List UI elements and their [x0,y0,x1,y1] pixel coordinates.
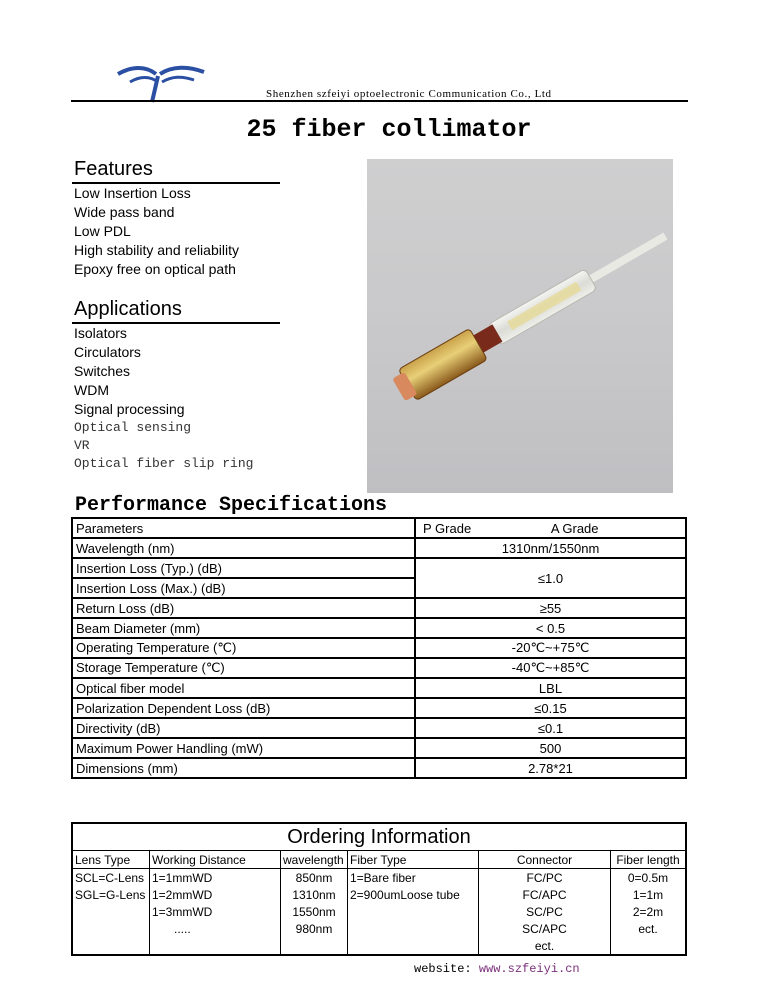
ordering-table [71,822,687,956]
table-cell [72,903,150,920]
performance-table [71,517,687,779]
table-cell [348,920,479,937]
table-cell: ≥55 [415,598,686,618]
applications-heading: Applications [74,298,182,320]
table-cell: ect. [479,937,611,955]
table-cell: Insertion Loss (Max.) (dB) [72,578,415,598]
table-row [72,937,686,955]
table-cell [281,937,348,955]
table-cell: Wavelength (nm) [72,538,415,558]
table-cell: Maximum Power Handling (mW) [72,738,415,758]
table-cell: 2.78*21 [415,758,686,778]
table-row [72,758,686,778]
table-header-cell: Fiber Type [348,851,479,869]
table-cell: 850nm [281,869,348,887]
table-cell: FC/PC [479,869,611,887]
list-item: Signal processing [74,401,185,417]
table-cell: 980nm [281,920,348,937]
table-cell: Directivity (dB) [72,718,415,738]
header-divider [71,100,688,102]
table-cell [72,920,150,937]
list-item: Isolators [74,325,127,341]
table-cell: SGL=G-Lens [75,887,146,902]
list-item: Low Insertion Loss [74,185,191,201]
table-header-cell: Working Distance [150,851,281,869]
list-item: High stability and reliability [74,242,239,258]
table-cell [348,937,479,955]
performance-heading: Performance Specifications [75,494,388,517]
table-row [72,618,686,638]
table-cell: Beam Diameter (mm) [72,618,415,638]
table-row [72,598,686,618]
list-item: Circulators [74,344,141,360]
table-cell: Dimensions (mm) [72,758,415,778]
list-item: Epoxy free on optical path [74,261,236,277]
table-cell: 1550nm [281,903,348,920]
table-cell: Polarization Dependent Loss (dB) [72,698,415,718]
table-cell: Operating Temperature (℃) [72,638,415,658]
table-cell: FC/APC [479,886,611,903]
table-cell [348,903,479,920]
table-cell: -20℃~+75℃ [415,638,686,658]
table-cell: 1=1mmWD [150,869,281,887]
table-cell: 500 [415,738,686,758]
table-cell: Insertion Loss (Typ.) (dB) [72,558,415,578]
table-cell: -40℃~+85℃ [415,658,686,678]
table-cell: Return Loss (dB) [72,598,415,618]
table-row [72,538,686,558]
table-cell: SCL=C-Lens [75,870,145,885]
table-cell: LBL [415,678,686,698]
table-header-cell [415,518,686,538]
table-row [72,638,686,658]
applications-list [74,324,253,473]
a-grade-label: A Grade [550,520,599,536]
features-heading: Features [74,158,153,180]
table-cell: 2=900umLoose tube [348,886,479,903]
table-header-cell: Fiber length [611,851,687,869]
list-item: Switches [74,363,131,379]
table-row [72,851,686,869]
table-cell: SC/APC [479,920,611,937]
table-cell: 1=3mmWD [150,903,281,920]
table-cell: 1=1m [611,886,687,903]
product-photo [367,159,673,493]
list-item: VR [74,438,90,453]
table-header-cell: Parameters [72,518,415,538]
table-row [72,869,686,887]
list-item: Low PDL [74,223,131,239]
website-link[interactable]: www.szfeiyi.cn [478,962,580,976]
table-cell: Storage Temperature (℃) [72,658,415,678]
table-row [72,903,686,920]
table-row [72,738,686,758]
page-title: 25 fiber collimator [246,115,532,144]
table-cell: ect. [611,920,687,937]
table-cell: 1=Bare fiber [348,869,479,887]
table-cell: ≤0.1 [415,718,686,738]
table-cell: 1=2mmWD [150,886,281,903]
list-item: Wide pass band [74,204,175,220]
table-cell: Optical fiber model [72,678,415,698]
table-row [72,823,686,851]
table-header-cell: wavelength [281,851,348,869]
table-row [72,698,686,718]
table-header-cell: Lens Type [72,851,150,869]
table-cell: ..... [150,920,281,937]
table-cell [72,937,150,955]
table-row [72,718,686,738]
table-cell: < 0.5 [415,618,686,638]
table-header-cell: Connector [479,851,611,869]
table-cell: 1310nm/1550nm [415,538,686,558]
list-item: WDM [74,382,109,398]
ordering-heading: Ordering Information [72,823,686,851]
table-row [72,920,686,937]
p-grade-label: P Grade [423,520,472,536]
company-name: Shenzhen szfeiyi optoelectronic Communication Co., Ltd [266,88,552,100]
table-cell: 2=2m [611,903,687,920]
table-row [72,678,686,698]
table-cell: 0=0.5m [611,869,687,887]
website-footer [414,962,580,976]
table-row [72,658,686,678]
table-cell: ≤1.0 [415,558,686,598]
table-row [72,558,686,578]
table-row [72,886,686,903]
features-list [74,184,239,279]
table-row [72,518,686,538]
table-cell: ≤0.15 [415,698,686,718]
website-label: website: [414,962,472,976]
list-item: Optical fiber slip ring [74,456,254,471]
list-item: Optical sensing [74,420,192,435]
table-cell: 1310nm [281,886,348,903]
company-logo [112,62,208,104]
table-cell: SC/PC [479,903,611,920]
table-cell [611,937,687,955]
table-cell [150,937,281,955]
